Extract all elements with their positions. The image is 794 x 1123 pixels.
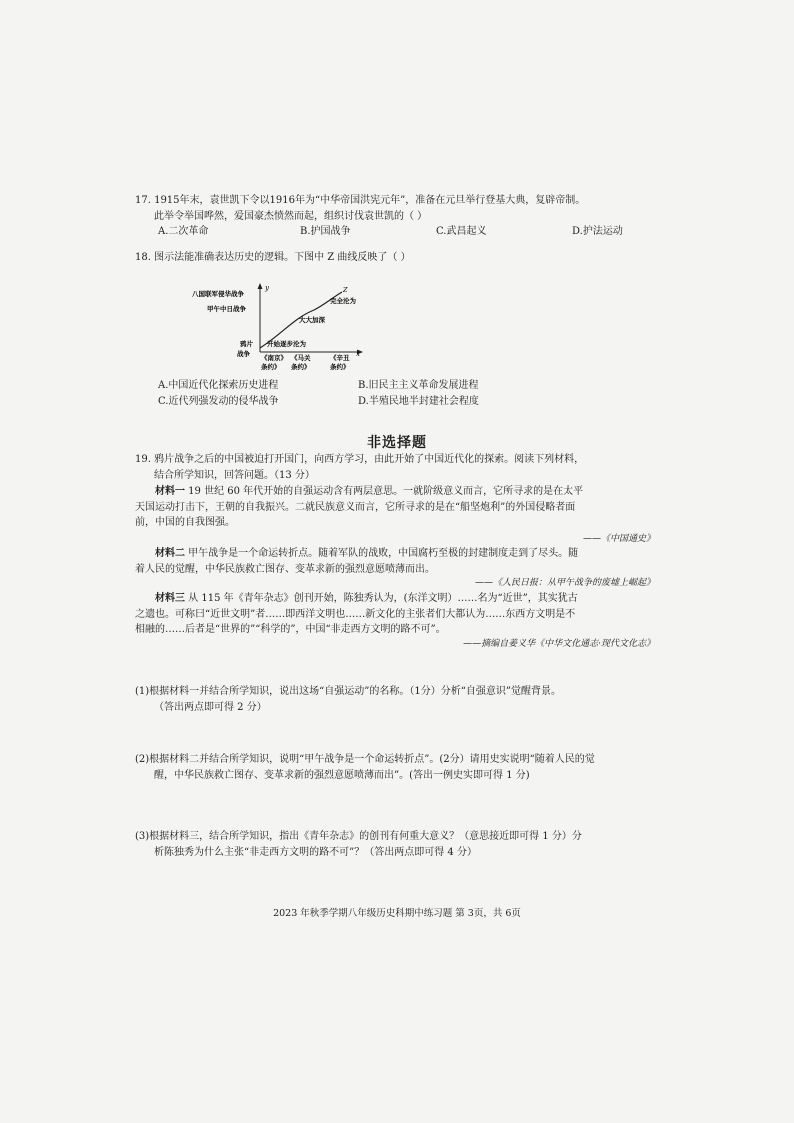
q17-options bbox=[135, 224, 655, 240]
y-label-opium-2: 战争 bbox=[237, 350, 250, 358]
material-1-line2: 天国运动打击下，王朝的自我振兴。二就民族意义而言，它所寻求的是在“船坚炮利”的外国侵略者面 bbox=[135, 501, 576, 513]
material-2-line2: 着人民的觉醒，中华民族救亡图存、变革求新的强烈意愿喷薄而出。 bbox=[135, 563, 435, 575]
q19-sub-1-line2: （答出两点即可得 2 分） bbox=[154, 701, 267, 713]
y-label-opium-1: 鸦片 bbox=[240, 340, 253, 348]
x-axis-letter: x bbox=[356, 350, 360, 358]
q17-option-d: D.护法运动 bbox=[572, 226, 623, 237]
q19-sub-3-line1: (3)根据材料三，结合所学知识，指出《青年杂志》的创刊有何重大意义？（意思接近即可得 1 分）分 bbox=[135, 831, 582, 842]
z-curve-letter: Z bbox=[343, 286, 348, 294]
x-label-maguan-1: 《马关 bbox=[291, 354, 311, 362]
material-1-line3: 前，中国的自我图强。 bbox=[135, 517, 235, 528]
q19-sub-1-line1: (1)根据材料一并结合所学知识，说出这场“自强运动”的名称。（1分）分析“自强意识”觉醒背景。 bbox=[135, 686, 561, 697]
material-3-line1: 从 115 年《青年杂志》创刊开始，陈独秀认为，(东洋文明）……名为“近世”，其实犹古 bbox=[185, 593, 578, 605]
point-label-begin: 开始逐步沦为 bbox=[267, 340, 306, 348]
y-axis-arrow bbox=[258, 283, 263, 289]
material-2 bbox=[135, 546, 655, 562]
q17-option-a: A.二次革命 bbox=[158, 226, 209, 237]
x-label-xinchou-2: 条约》 bbox=[330, 363, 350, 371]
q17-option-b: B.护国战争 bbox=[300, 226, 351, 237]
q19-sub-1 bbox=[135, 684, 655, 715]
q18-option-b: B.旧民主主义革命发展进程 bbox=[358, 380, 479, 391]
q18-options bbox=[135, 378, 655, 409]
material-3-label: 材料三 bbox=[155, 593, 185, 605]
q18-option-a: A.中国近代化探索历史进程 bbox=[158, 380, 279, 391]
q19-stem-line2: 结合所学知识，回答问题。（13 分） bbox=[154, 469, 315, 481]
y-label-sino-japanese: 甲午中日战争 bbox=[207, 305, 246, 313]
material-3 bbox=[135, 591, 655, 607]
material-1-label: 材料一 bbox=[155, 486, 185, 497]
q19-sub-3 bbox=[135, 829, 655, 860]
page-footer: 2023 年秋季学期八年级历史科期中练习题 第 3页，共 6页 bbox=[273, 908, 521, 919]
q19-sub-2-line1: (2)根据材料二并结合所学知识，说明“甲午战争是一个命运转折点”。(2分）请用史实说明“随着人民的觉 bbox=[135, 754, 595, 765]
x-label-maguan-2: 条约》 bbox=[291, 363, 311, 371]
point-label-deepen: 大大加深 bbox=[299, 316, 325, 324]
material-2-line1: 甲午战争是一个命运转折点。随着军队的战败，中国腐朽至极的封建制度走到了尽头。随 bbox=[185, 548, 579, 560]
material-3-source: ——摘编自姜义华《中华文化通志·现代文化志》 bbox=[463, 638, 655, 649]
q19-sub-3-line2: 析陈独秀为什么主张“非走西方文明的路不可”？（答出两点即可得 4 分） bbox=[154, 846, 477, 858]
material-2-source: ——《人民日报：从甲午战争的废墟上崛起》 bbox=[474, 578, 655, 589]
x-label-xinchou-1: 《辛丑 bbox=[330, 354, 350, 362]
material-1-line1: 19 世纪 60 年代开始的自强运动含有两层意思。一就阶级意义而言，它所寻求的是在太平 bbox=[185, 486, 584, 497]
q18-stem: 18. 图示法能准确表达历史的逻辑。下图中 Z 曲线反映了（ ） bbox=[135, 252, 411, 263]
q19-stem-line1: 19. 鸦片战争之后的中国被迫打开国门，向西方学习，由此开始了中国近代化的探索。阅读下列材料， bbox=[135, 454, 585, 465]
question-19 bbox=[135, 452, 655, 652]
q18-option-c: C.近代列强发动的侵华战争 bbox=[158, 395, 279, 407]
material-3-line3: 相融的……后者是“世界的”“科学的”，中国“非走西方文明的路不可”。 bbox=[135, 624, 446, 636]
q17-stem-line1: 17. 1915年末，袁世凯下令以1916年为“中华帝国洪宪元年”，准备在元旦举行登基大典，复辟帝制。 bbox=[135, 195, 586, 206]
material-2-label: 材料二 bbox=[155, 548, 185, 560]
section-title: 非选择题 bbox=[367, 435, 427, 451]
y-label-boxer: 八国联军侵华战争 bbox=[192, 290, 244, 298]
material-1-source: ——《中国通史》 bbox=[582, 533, 655, 544]
material-3-line2: 之遗也。可称曰“近世文明”者……即西洋文明也……新文化的主张者们大都认为……东西方文明是不 bbox=[135, 608, 576, 620]
material-1 bbox=[135, 484, 655, 500]
q17-stem-line2: 此举令举国哗然，爱国豪杰愤然而起，组织讨伐袁世凯的（ ） bbox=[154, 210, 428, 222]
y-axis-letter: y bbox=[265, 284, 269, 292]
x-label-nanjing: 《南京》 bbox=[261, 354, 287, 362]
question-17 bbox=[135, 193, 655, 240]
z-curve-diagram bbox=[190, 282, 380, 374]
q18-option-d: D.半殖民地半封建社会程度 bbox=[358, 395, 479, 407]
q17-option-c: C.武昌起义 bbox=[436, 226, 487, 237]
q19-sub-2-line2: 醒，中华民族救亡图存、变革求新的强烈意愿喷薄而出”。(答出一例史实即可得 1 分) bbox=[154, 769, 530, 781]
question-18 bbox=[135, 250, 655, 266]
x-label-nanjing-2: 条约》 bbox=[261, 363, 281, 371]
point-label-complete: 完全沦为 bbox=[330, 297, 356, 305]
q19-sub-2 bbox=[135, 752, 655, 783]
